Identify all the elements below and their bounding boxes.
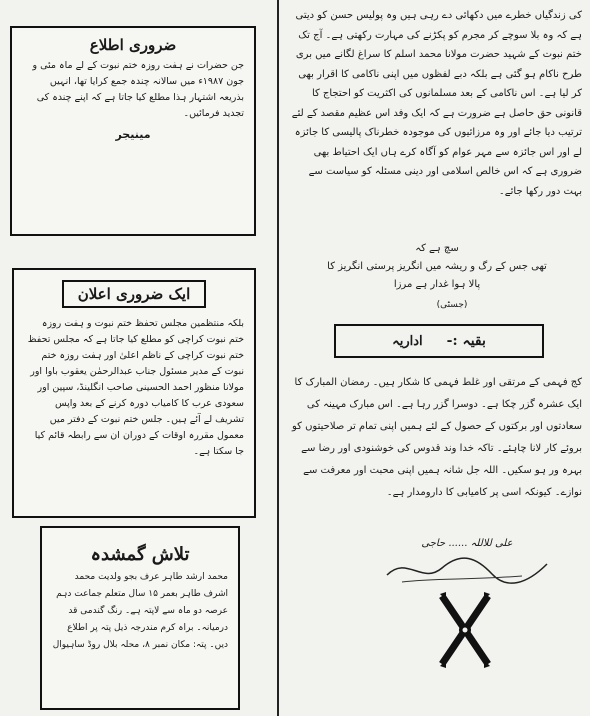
quote-author: (جسٹی) bbox=[436, 300, 468, 310]
decorative-ornament-icon bbox=[432, 590, 498, 670]
missing-person-box bbox=[40, 526, 240, 710]
signature-scribble-icon bbox=[382, 550, 552, 590]
missing-person-body: محمد ارشد طاہر عرف بجو ولدیت محمد اشرف طاہر بعمر ۱۵ سال متعلم جماعت دہم عرصہ دو ماہ سے لاپتہ ہے۔ رنگ گندمی قد درمیانہ۔ براہ کرم مندرجہ ذیل پتہ پر اطلاع دیں۔ پتہ: مکان نمبر ۸، محلہ بلال روڈ ساہیوال bbox=[52, 572, 228, 650]
quote-intro: سچ ہے کہ bbox=[415, 243, 459, 254]
right-column bbox=[282, 0, 590, 716]
notice-signature: مینیجر bbox=[115, 128, 151, 141]
quote-block bbox=[322, 240, 552, 294]
editor-signature: علی للاللہ ...... حاجی bbox=[421, 538, 513, 549]
notice-body: جن حضرات نے ہفت روزہ ختم نبوت کے لے ماہ مئی و جون ۱۹۸۷ء میں سالانہ چندہ جمع کرایا تھا، انہیں بذریعہ اشتہار ہذا مطلع کیا جاتا ہے کہ اپنے چندہ کی تجدید فرمائیں۔ bbox=[32, 60, 244, 119]
article-text: کی زندگیاں خطرے میں دکھائی دے رہی ہیں وہ پولیس حسن کو دیتی ہے کہ وہ بلا سوچے کر مجرم کو پکڑنے کی مہارت رکھتی ہے۔ آج تک ختم نبوت کے شہید حضرت مولانا محمد اسلم کا سراغ لگانے میں بری طرح ناکام ہو گئی ہے بلکہ دبے لفظوں میں اپنی ناکامی کا اقرار بھی کر لیا ہے۔ اس ناکامی کے بعد مسلمانوں کی اکثریت کو احتجاج کا قانونی حق حاصل ہے ضرورت ہے کہ ایک وفد اس عظیم مقصد کے لئے ترتیب دیا جائے اور وہ مرزائیوں کی موجودہ خطرناک پالیسی کا جائزہ لے اور اس جائزہ سے مہر عوام کو آگاہ کرے ہاں ایک احتیاط بھی ضروری ہے کہ اس خالص اسلامی اور دینی مسئلہ کو سیاست سے بہت دور رکھا جائے۔ bbox=[291, 10, 582, 197]
continuation-header bbox=[334, 324, 544, 358]
notice-title: ضروری اطلاع bbox=[89, 36, 177, 54]
quote-verse: تھی جس کے رگ و ریشہ میں انگریز پرستی انگریز کا پالا ہوا غدار ہے مرزا bbox=[327, 261, 547, 290]
continuation-word: اداریہ bbox=[392, 333, 423, 349]
important-notice-box bbox=[10, 26, 256, 236]
continuation-label: بقیہ :- bbox=[446, 333, 486, 349]
announcement-box bbox=[12, 268, 256, 518]
missing-person-title: تلاش گمشدہ bbox=[90, 544, 190, 565]
announcement-title: ایک ضروری اعلان bbox=[62, 280, 206, 308]
left-column bbox=[0, 0, 276, 716]
editorial-continuation-text: کج فہمی کے مرتقی اور غلط فہمی کا شکار ہیں۔ رمضان المبارک کا ایک عشرہ گزر چکا ہے۔ دوسرا گزر رہا ہے۔ اس مبارک مہینہ کی سعادتوں اور برکتوں کے حصول کے لئے ہمیں اپنی تمام تر صلاحیتوں کو بروئے کار لانا چاہئے۔ تاکہ خدا وند قدوس کی خوشنودی اور رضا سے بہرہ ور ہو سکیں۔ اللہ جل شانہ ہمیں اپنی محبت اور معرفت سے نوازے۔ کیونکہ اسی پر کامیابی کا دارومدار ہے۔ bbox=[291, 377, 582, 498]
column-divider bbox=[277, 0, 279, 716]
announcement-body: بلکہ منتظمین مجلس تحفظ ختم نبوت و ہفت روزہ ختم نبوت کراچی کو مطلع کیا جاتا ہے کہ مجلس تحفظ ختم نبوت کراچی کے ناظم اعلیٰ اور ہفت روزہ ختم نبوت کے مدیر مسئول جناب عبدالرحمٰن یعقوب باوا اور مولانا منظور احمد الحسینی صاحب انگلینڈ، سپین اور سعودی عرب کا کامیاب دورہ کرنے کے بعد واپس تشریف لے آئے ہیں۔ جلس ختم نبوت کے دفتر میں معمول مقررہ اوقات کے دوران ان سے رابطہ قائم کیا جا سکتا ہے۔ bbox=[27, 318, 244, 457]
